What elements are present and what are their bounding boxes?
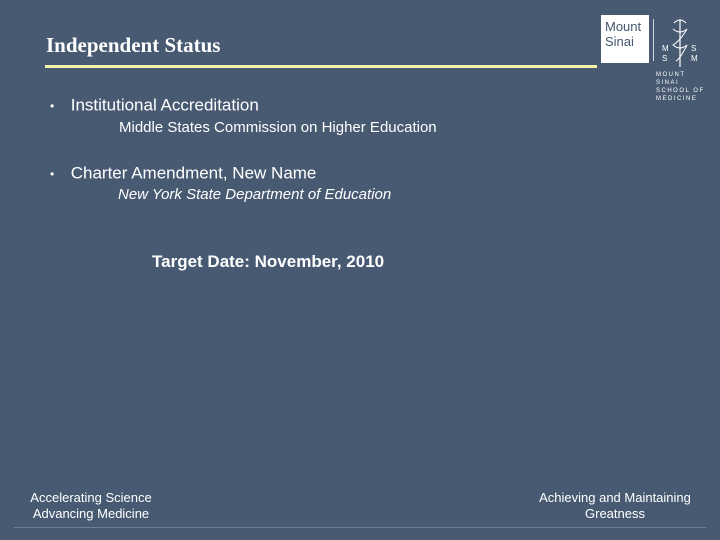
bullet-detail: New York State Department of Education: [118, 186, 392, 203]
footer-right-line1: Achieving and Maintaining: [539, 490, 691, 505]
logo-letter-s2: S: [691, 44, 697, 53]
footer-tagline-left: [20, 490, 162, 522]
target-date: Target Date: November, 2010: [152, 252, 385, 271]
bullet-text: Charter Amendment, New Name: [70, 163, 317, 183]
logo-letter-m2: M: [691, 54, 698, 63]
logo-wordmark-line1: Mount: [605, 19, 642, 34]
bullet-detail: Middle States Commission on Higher Education: [119, 119, 437, 136]
footer-tagline-right: [526, 490, 704, 522]
logo-divider: [653, 19, 654, 61]
logo-wordmark-box: [601, 15, 649, 63]
logo-letter-m1: M: [662, 44, 669, 53]
logo-letter-s1: S: [662, 54, 668, 63]
mount-sinai-logo: [601, 15, 711, 102]
slide-title: Independent Status: [46, 33, 221, 57]
footer-left-line2: Advancing Medicine: [32, 506, 150, 521]
logo-school-line1: MOUNT SINAI: [656, 72, 686, 86]
bullet-marker: •: [50, 166, 55, 181]
footer-left-line1: Accelerating Science: [30, 490, 152, 505]
logo-school-name: [656, 71, 711, 103]
footer-right-line2: Greatness: [585, 506, 645, 521]
logo-school-line3: MEDICINE: [656, 96, 698, 102]
bullet-item: [50, 95, 259, 116]
logo-wordmark-line2: Sinai: [605, 34, 634, 49]
caduceus-icon: [656, 15, 704, 75]
title-underline: [45, 65, 597, 68]
bullet-item: [50, 163, 316, 184]
footer-divider: [14, 527, 706, 528]
logo-school-line2: SCHOOL OF: [656, 88, 705, 94]
bullet-text: Institutional Accreditation: [70, 95, 259, 115]
bullet-marker: •: [50, 98, 55, 113]
